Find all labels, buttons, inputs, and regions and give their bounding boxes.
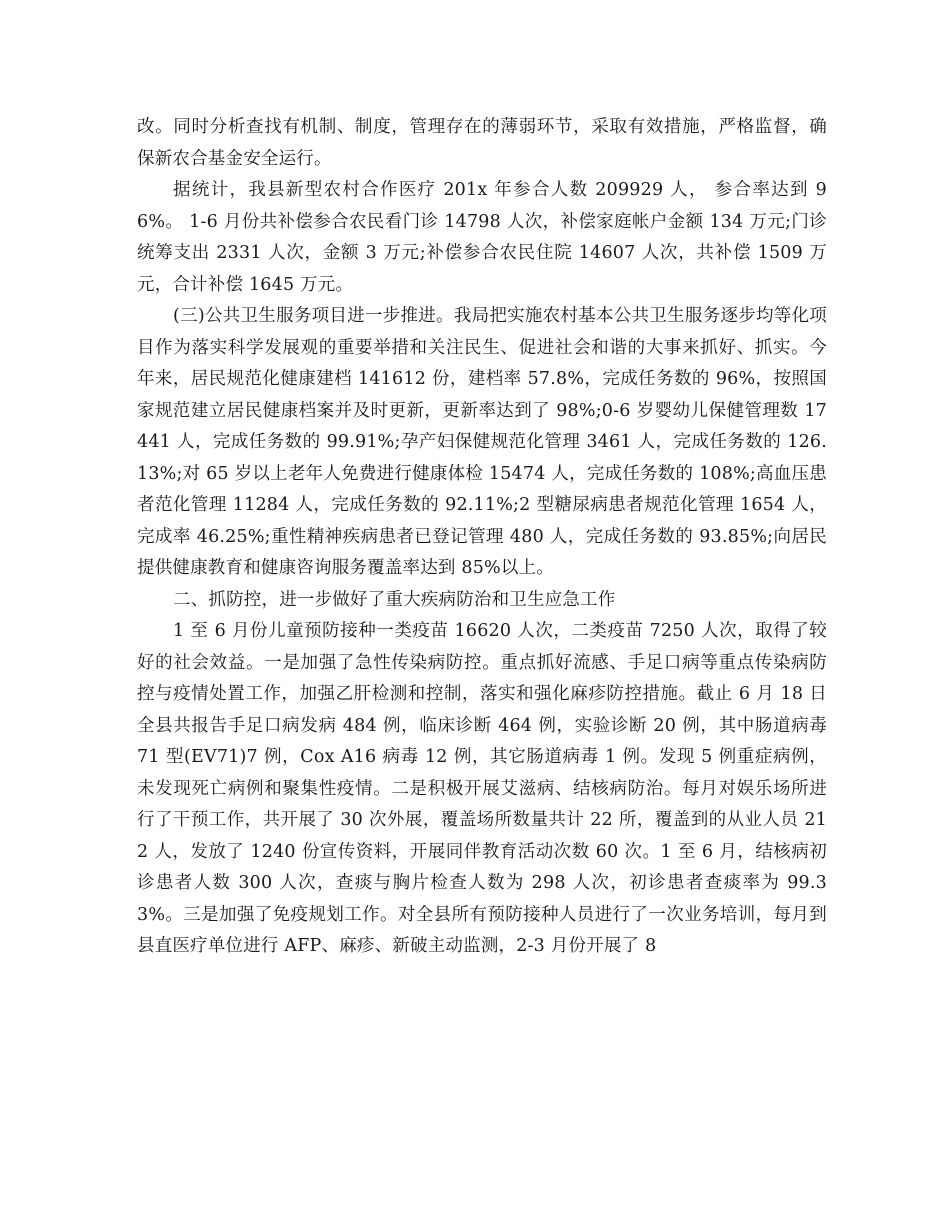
paragraph-fund-safety: 改。同时分析查找有机制、制度，管理存在的薄弱环节，采取有效措施，严格监督，确保新农合基金安全运行。: [137, 117, 827, 169]
paragraph-vaccination-and-disease-control: 1 至 6 月份儿童预防接种一类疫苗 16620 人次，二类疫苗 7250 人次，取得了较好的社会效益。一是加强了急性传染病防控。重点抓好流感、手足口病等重点传染病防控与疫情处置工作，加强乙肝检测和控制，落实和强化麻疹防控措施。截止 6 月 18 日全县共报告手足口病发病 484 例，临床诊断 464 例，实验诊断 20 例，其中肠道病毒 71 型(EV71)7 例，Cox A16 病毒 12 例，其它肠道病毒 1 例。发现 5 例重症病例，未发现死亡病例和聚集性疫情。二是积极开展艾滋病、结核病防治。每月对娱乐场所进行了干预工作，共开展了 30 次外展，覆盖场所数量共计 22 所，覆盖到的从业人员 212 人，发放了 1240 份宣传资料，开展同伴教育活动次数 60 次。1 至 6 月，结核病初诊患者人数 300 人次，查痰与胸片检查人数为 298 人次，初诊患者查痰率为 99.33%。三是加强了免疫规划工作。对全县所有预防接种人员进行了一次业务培训，每月到县直医疗单位进行 AFP、麻疹、新破主动监测，2-3 月份开展了 8: [137, 621, 827, 956]
paragraph-cooperative-medical-statistics: 据统计，我县新型农村合作医疗 201x 年参合人数 209929 人， 参合率达到 96%。 1-6 月份共补偿参合农民看门诊 14798 人次，补偿家庭帐户金额 134 万元;门诊统筹支出 2331 人次，金额 3 万元;补偿参合农民住院 14607 人次，共补偿 1509 万元，合计补偿 1645 万元。: [137, 180, 827, 295]
section-heading-disease-prevention: 二、抓防控，进一步做好了重大疾病防治和卫生应急工作: [173, 589, 616, 610]
paragraph-public-health-services: (三)公共卫生服务项目进一步推进。我局把实施农村基本公共卫生服务逐步均等化项目作为落实科学发展观的重要举措和关注民生、促进社会和谐的大事来抓好、抓实。今年来，居民规范化健康建档 141612 份，建档率 57.8%，完成任务数的 96%，按照国家规范建立居民健康档案并及时更新，更新率达到了 98%;0-6 岁婴幼儿保健管理数 17441 人，完成任务数的 99.91%;孕产妇保健规范化管理 3461 人，完成任务数的 126.13%;对 65 岁以上老年人免费进行健康体检 15474 人，完成任务数的 108%;高血压患者范化管理 11284 人，完成任务数的 92.11%;2 型糖尿病患者规范化管理 1654 人，完成率 46.25%;重性精神疾病患者已登记管理 480 人，完成任务数的 93.85%;向居民提供健康教育和健康咨询服务覆盖率达到 85%以上。: [137, 306, 827, 578]
document-body: [137, 112, 827, 963]
